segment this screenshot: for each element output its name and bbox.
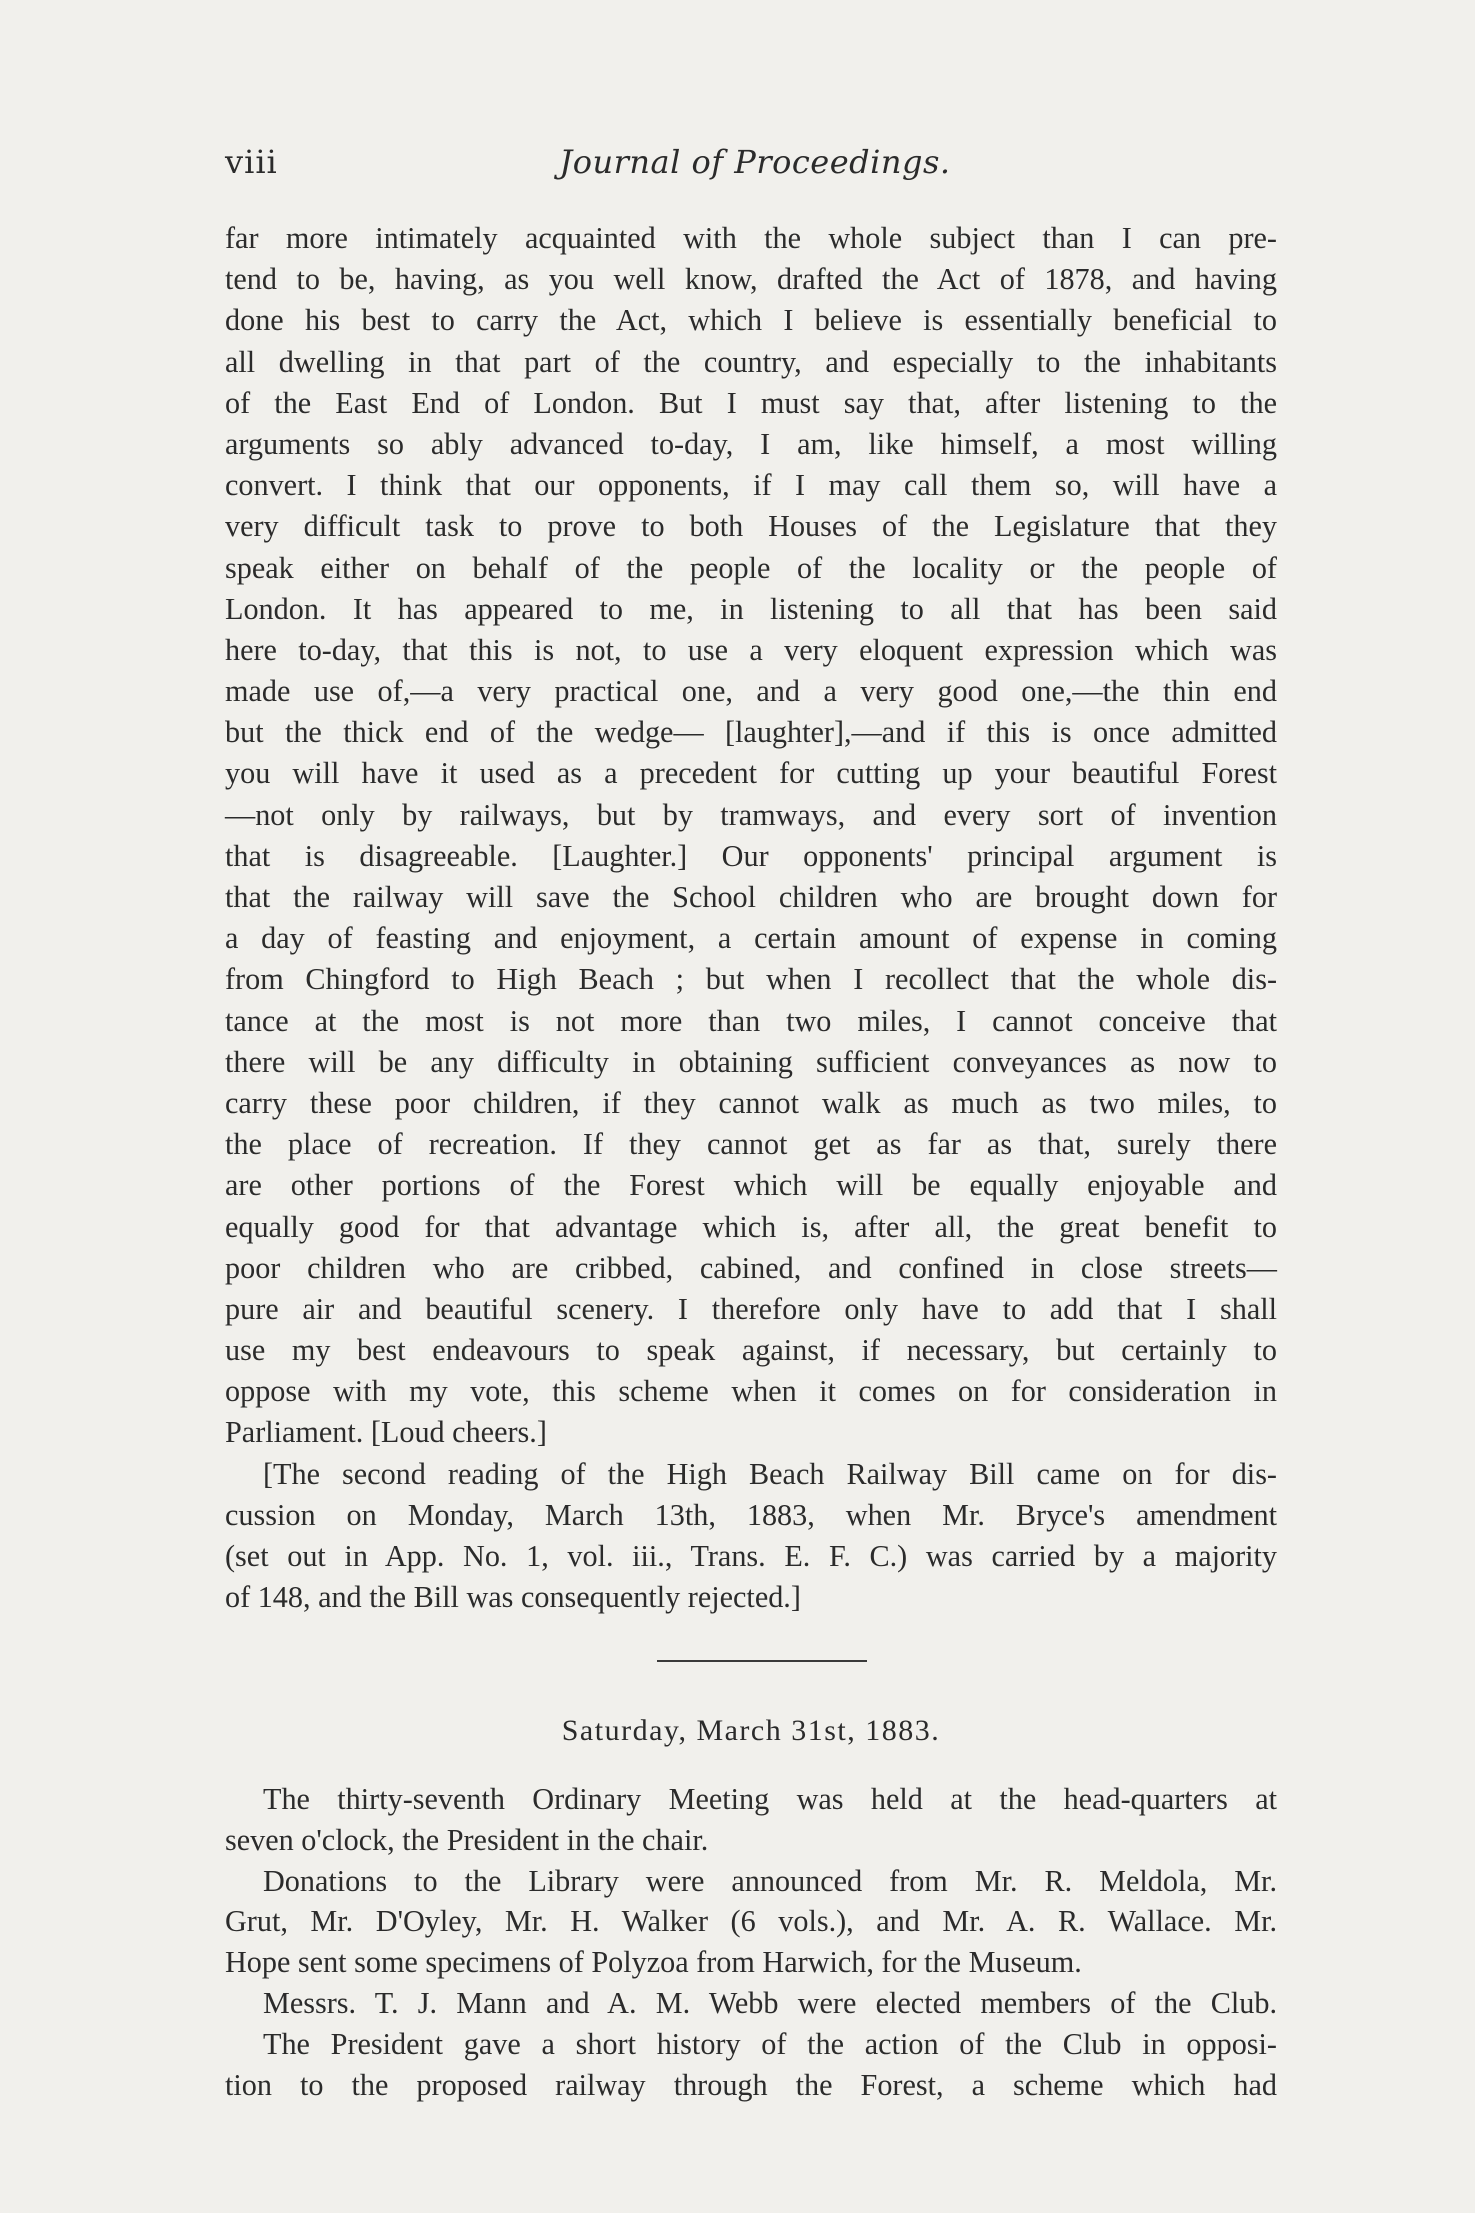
text-line: Parliament. [Loud cheers.] (225, 1415, 547, 1450)
speech-paragraph (225, 218, 1277, 1618)
text-line: arguments so ably advanced to-day, I am, like himself, a most willing (225, 426, 1277, 461)
text-line: pure air and beautiful scenery. I therefore only have to add that I shall (225, 1291, 1277, 1326)
text-line: oppose with my vote, this scheme when it comes on for consideration in (225, 1374, 1277, 1409)
text-line: Donations to the Library were announced from Mr. R. Meldola, Mr. (263, 1863, 1277, 1898)
text-line: The President gave a short history of the action of the Club in opposi- (263, 2026, 1277, 2061)
page-number: viii (225, 143, 278, 181)
meeting-date-heading: Saturday, March 31st, 1883. (561, 1714, 941, 1747)
text-line: Grut, Mr. D'Oyley, Mr. H. Walker (6 vols.), and Mr. A. R. Wallace. Mr. (225, 1904, 1277, 1939)
text-line: poor children who are cribbed, cabined, and confined in close streets— (225, 1250, 1277, 1285)
text-line: are other portions of the Forest which will be equally enjoyable and (225, 1168, 1277, 1203)
text-line: Hope sent some specimens of Polyzoa from Harwich, for the Museum. (225, 1945, 1082, 1980)
note-line: of 148, and the Bill was consequently rejected.] (225, 1580, 801, 1615)
text-line: speak either on behalf of the people of the locality or the people of (225, 550, 1277, 585)
text-line: of the East End of London. But I must say that, after listening to the (225, 385, 1277, 420)
text-line: that the railway will save the School children who are brought down for (225, 880, 1277, 914)
meeting-minutes (225, 1779, 1277, 2105)
text-line: Messrs. T. J. Mann and A. M. Webb were elected members of the Club. (263, 1985, 1277, 2020)
text-line: tend to be, having, as you well know, drafted the Act of 1878, and having (225, 262, 1277, 297)
text-line: all dwelling in that part of the country, and especially to the inhabitants (225, 344, 1277, 379)
text-line: London. It has appeared to me, in listening to all that has been said (225, 591, 1277, 626)
text-line: tion to the proposed railway through the Forest, a scheme which had (225, 2067, 1277, 2102)
text-line: convert. I think that our opponents, if I may call them so, will have a (225, 468, 1277, 503)
text-line: use my best endeavours to speak against, if necessary, but certainly to (225, 1333, 1277, 1368)
journal-title: Journal of Proceedings. (559, 143, 951, 181)
text-line: made use of,—a very practical one, and a very good one,—the thin end (225, 674, 1277, 709)
text-line: there will be any difficulty in obtaining sufficient conveyances as now to (225, 1044, 1277, 1079)
section-divider (657, 1660, 867, 1662)
note-line: cussion on Monday, March 13th, 1883, when Mr. Bryce's amendment (225, 1497, 1277, 1532)
text-line: from Chingford to High Beach ; but when I recollect that the whole dis- (225, 962, 1277, 997)
text-line: far more intimately acquainted with the whole subject than I can pre- (225, 221, 1277, 255)
text-line: that is disagreeable. [Laughter.] Our opponents' principal argument is (225, 838, 1277, 873)
text-line: you will have it used as a precedent for cutting up your beautiful Forest (225, 756, 1277, 791)
text-line: a day of feasting and enjoyment, a certain amount of expense in coming (225, 921, 1277, 956)
text-line: —not only by railways, but by tramways, and every sort of invention (225, 797, 1277, 832)
text-line: here to-day, that this is not, to use a very eloquent expression which was (225, 632, 1277, 667)
running-head (225, 143, 1285, 193)
text-line: carry these poor children, if they cannot walk as much as two miles, to (225, 1085, 1277, 1120)
text-line: The thirty-seventh Ordinary Meeting was held at the head-quarters at (263, 1782, 1277, 1816)
text-line: done his best to carry the Act, which I believe is essentially beneficial to (225, 303, 1277, 338)
note-line: (set out in App. No. 1, vol. iii., Trans. E. F. C.) was carried by a majority (225, 1539, 1277, 1573)
text-line: very difficult task to prove to both Houses of the Legislature that they (225, 509, 1277, 544)
text-line: tance at the most is not more than two miles, I cannot conceive that (225, 1003, 1277, 1038)
text-line: seven o'clock, the President in the chair. (225, 1822, 709, 1857)
text-line: the place of recreation. If they cannot get as far as that, surely there (225, 1127, 1277, 1162)
text-line: equally good for that advantage which is, after all, the great benefit to (225, 1209, 1277, 1244)
text-line: but the thick end of the wedge— [laughter],—and if this is once admitted (225, 715, 1277, 750)
note-line: [The second reading of the High Beach Railway Bill came on for dis- (263, 1456, 1277, 1491)
